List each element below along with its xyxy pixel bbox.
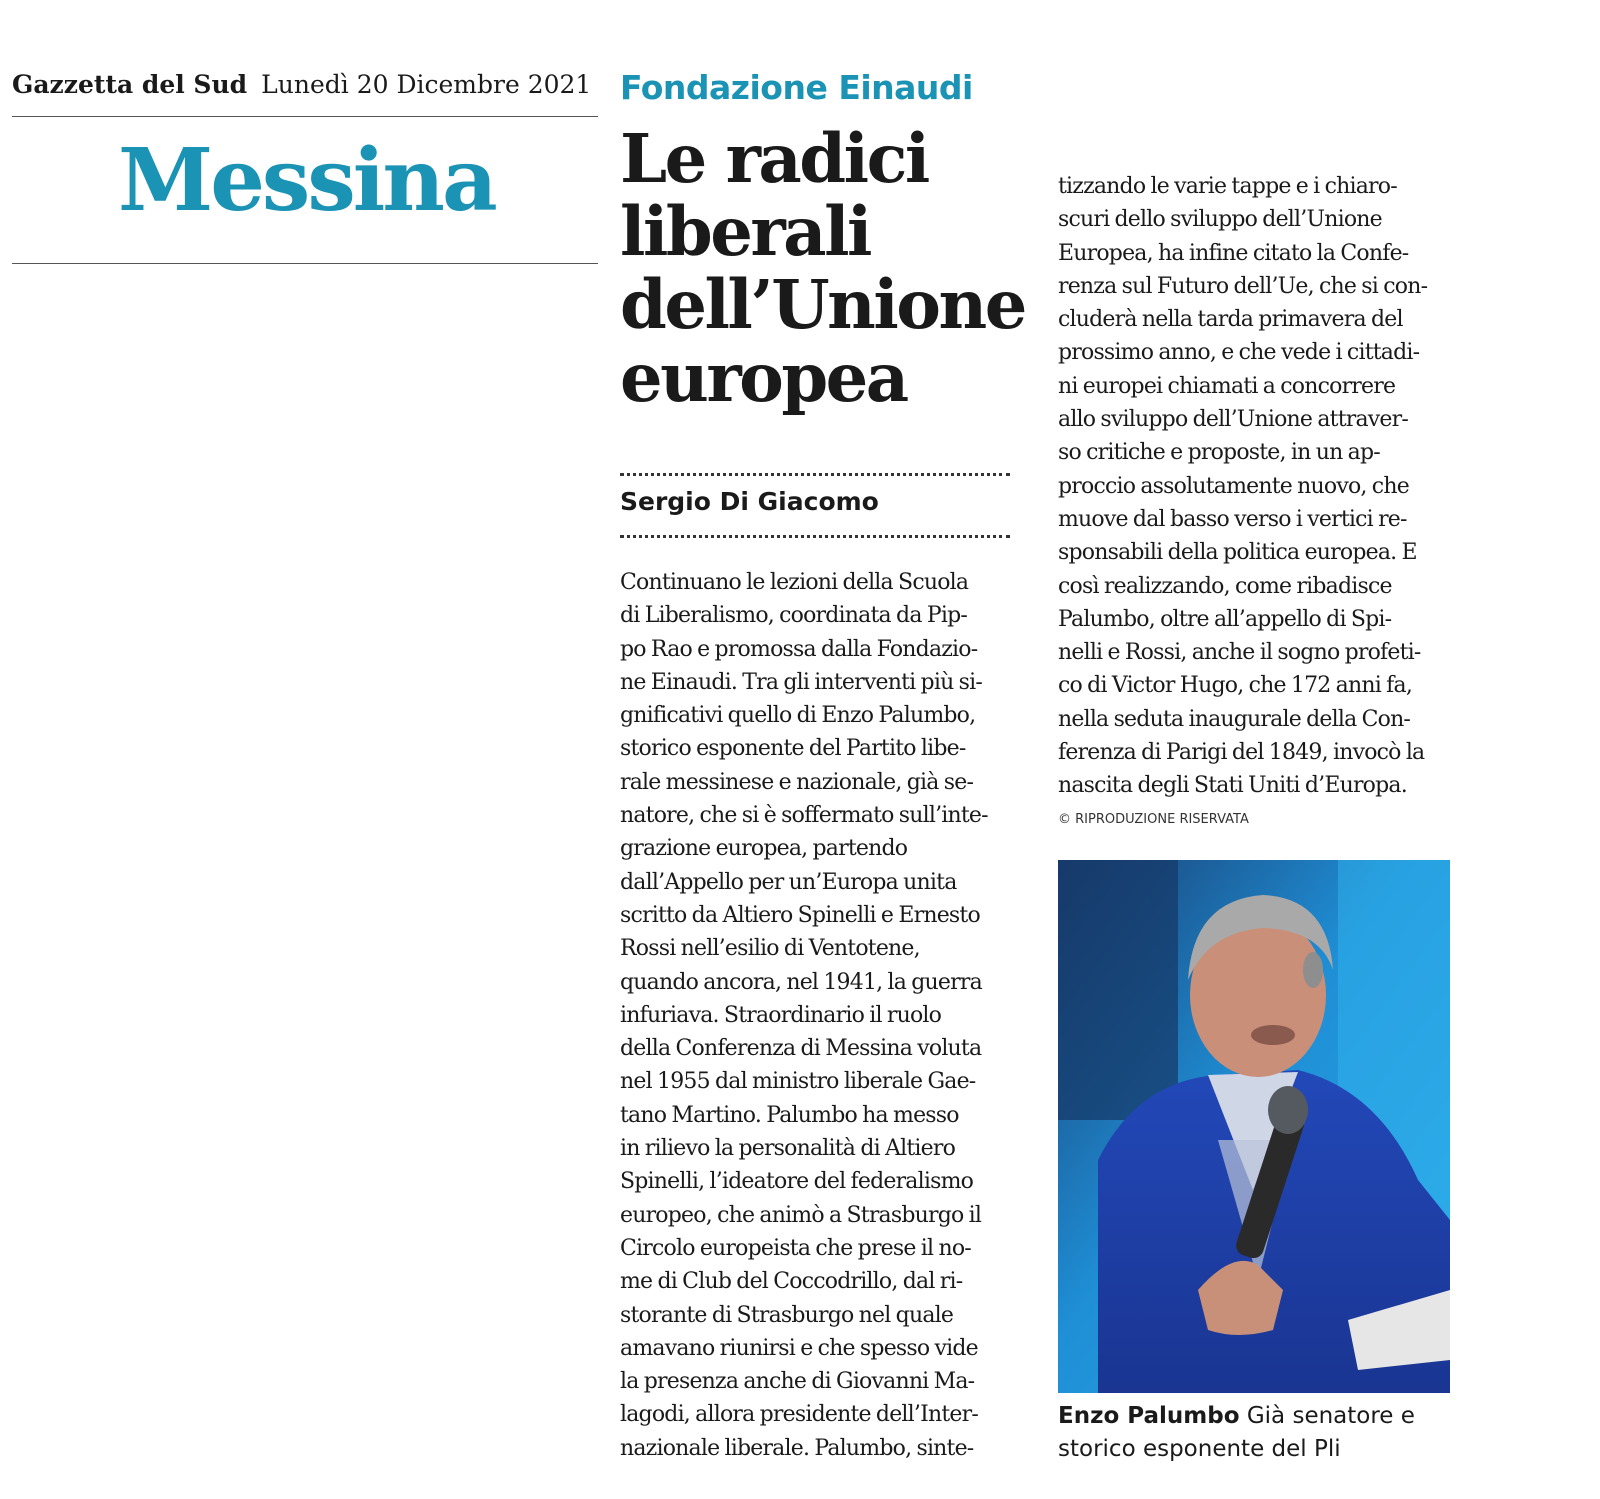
article-text-line: storante di Strasburgo nel quale bbox=[620, 1302, 954, 1328]
article-text-line: nascita degli Stati Uniti d’Europa. bbox=[1058, 773, 1407, 799]
article-text-line: allo sviluppo dell’Unione attraver- bbox=[1058, 407, 1408, 433]
article-column-2 bbox=[1058, 170, 1450, 803]
article-kicker: Fondazione Einaudi bbox=[620, 68, 973, 107]
article-text-line: infuriava. Straordinario il ruolo bbox=[620, 1002, 942, 1028]
article-text-line: Europea, ha infine citato la Confe- bbox=[1058, 240, 1409, 266]
article-text-line: europeo, che animò a Strasburgo il bbox=[620, 1202, 982, 1228]
article-text-line: ni europei chiamati a concorrere bbox=[1058, 373, 1396, 399]
article-text-line: nel 1955 dal ministro liberale Gae- bbox=[620, 1069, 976, 1095]
article-text-line: grazione europea, partendo bbox=[620, 836, 908, 862]
article-text-line: nazionale liberale. Palumbo, sinte- bbox=[620, 1435, 974, 1461]
article-text-line: sponsabili della politica europea. E bbox=[1058, 540, 1417, 566]
article-text-line: di Liberalismo, coordinata da Pip- bbox=[620, 603, 967, 629]
caption-text: Già senatore e storico esponente del Pli bbox=[1058, 1403, 1415, 1462]
article-text-line: gnificativi quello di Enzo Palumbo, bbox=[620, 703, 976, 729]
article-text-line: in rilievo la personalità di Altiero bbox=[620, 1136, 956, 1162]
article-text-line: nelli e Rossi, anche il sogno profeti- bbox=[1058, 640, 1421, 666]
article-text-line: renza sul Futuro dell’Ue, che si con- bbox=[1058, 273, 1428, 299]
article-text-line: quando ancora, nel 1941, la guerra bbox=[620, 969, 982, 995]
headline-line: liberali bbox=[620, 192, 870, 271]
photo-speaker-image bbox=[1058, 860, 1450, 1393]
article-text-line: nella seduta inaugurale della Con- bbox=[1058, 706, 1411, 732]
article-text-line: Palumbo, oltre all’appello di Spi- bbox=[1058, 606, 1392, 632]
byline: Sergio Di Giacomo bbox=[620, 487, 879, 516]
article-text-line: lagodi, allora presidente dell’Inter- bbox=[620, 1402, 978, 1428]
article-text-line: me di Club del Coccodrillo, dal ri- bbox=[620, 1269, 963, 1295]
article-column-1 bbox=[620, 566, 1012, 1465]
article-text-line: proccio assolutamente nuovo, che bbox=[1058, 473, 1409, 499]
byline-top-divider bbox=[620, 473, 1010, 476]
masthead-divider bbox=[12, 116, 598, 117]
article-text-line: tano Martino. Palumbo ha messo bbox=[620, 1102, 959, 1128]
issue-date: Lunedì 20 Dicembre 2021 bbox=[261, 70, 592, 99]
article-text-line: dall’Appello per un’Europa unita bbox=[620, 869, 957, 895]
headline-line: Le radici bbox=[620, 119, 928, 198]
masthead bbox=[12, 70, 591, 99]
article-text-line: così realizzando, come ribadisce bbox=[1058, 573, 1392, 599]
section-title: Messina bbox=[118, 130, 495, 231]
article-text-line: scritto da Altiero Spinelli e Ernesto bbox=[620, 902, 980, 928]
byline-bottom-divider bbox=[620, 535, 1010, 538]
article-text-line: so critiche e proposte, in un ap- bbox=[1058, 440, 1380, 466]
article-text-line: prossimo anno, e che vede i cittadi- bbox=[1058, 340, 1420, 366]
article-text-line: cluderà nella tarda primavera del bbox=[1058, 307, 1403, 333]
article-text-line: ferenza di Parigi del 1849, invocò la bbox=[1058, 740, 1425, 766]
article-text-line: amavano riunirsi e che spesso vide bbox=[620, 1335, 978, 1361]
article-text-line: rale messinese e nazionale, già se- bbox=[620, 769, 974, 795]
article-text-line: Spinelli, l’ideatore del federalismo bbox=[620, 1169, 974, 1195]
article-text-line: la presenza anche di Giovanni Ma- bbox=[620, 1369, 975, 1395]
article-text-line: muove dal basso verso i vertici re- bbox=[1058, 506, 1407, 532]
article-text-line: Continuano le lezioni della Scuola bbox=[620, 570, 969, 595]
article-text-line: scuri dello sviluppo dell’Unione bbox=[1058, 207, 1382, 233]
article-text-line: tizzando le varie tappe e i chiaro- bbox=[1058, 174, 1397, 199]
article-text-line: Rossi nell’esilio di Ventotene, bbox=[620, 936, 920, 962]
headline-line: europea bbox=[620, 338, 907, 417]
section-divider bbox=[12, 263, 598, 264]
article-text-line: natore, che si è soffermato sull’inte- bbox=[620, 803, 988, 829]
newspaper-name: Gazzetta del Sud bbox=[12, 70, 248, 99]
article-photo bbox=[1058, 860, 1450, 1393]
article-text-line: ne Einaudi. Tra gli interventi più si- bbox=[620, 669, 982, 695]
copyright-notice: © RIPRODUZIONE RISERVATA bbox=[1058, 812, 1249, 827]
article-headline bbox=[620, 119, 1040, 417]
headline-line: dell’Unione bbox=[620, 265, 1025, 344]
article-text-line: po Rao e promossa dalla Fondazio- bbox=[620, 636, 978, 662]
caption-name: Enzo Palumbo bbox=[1058, 1403, 1240, 1429]
article-text-line: della Conferenza di Messina voluta bbox=[620, 1036, 982, 1062]
article-text-line: co di Victor Hugo, che 172 anni fa, bbox=[1058, 673, 1413, 699]
article-text-line: storico esponente del Partito libe- bbox=[620, 736, 966, 762]
photo-caption bbox=[1058, 1400, 1458, 1466]
article-text-line: Circolo europeista che prese il no- bbox=[620, 1235, 971, 1261]
